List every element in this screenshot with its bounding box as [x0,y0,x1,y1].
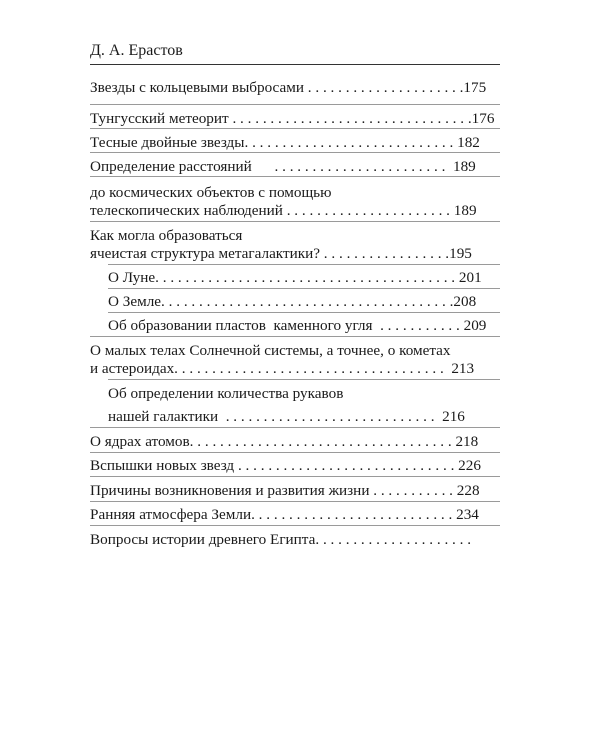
toc-entry: Вспышки новых звезд . . . . . . . . . . . . . . . . . . . . . . . . . . . . . 226 [90,457,481,474]
entry-divider [90,476,500,477]
toc-entry: О Земле. . . . . . . . . . . . . . . . . . . . . . . . . . . . . . . . . . . . . . .208 [108,293,477,310]
entry-divider [90,336,500,337]
entry-divider [90,501,500,502]
entry-divider [108,288,500,289]
toc-entry: Об определении количества рукавов [108,385,344,402]
entry-divider [90,104,500,105]
entry-divider [90,128,500,129]
toc-entry: Тесные двойные звезды. . . . . . . . . . . . . . . . . . . . . . . . . . . . 182 [90,134,480,151]
toc-entry: и астероидах. . . . . . . . . . . . . . . . . . . . . . . . . . . . . . . . . . . . 213 [90,360,475,377]
toc-entry: О малых телах Солнечной системы, а точнее, о кометах [90,342,451,359]
entry-divider [108,312,500,313]
entry-divider [90,525,500,526]
toc-entry: Причины возникновения и развития жизни . . . . . . . . . . . 228 [90,482,480,499]
toc-entry: Тунгусский метеорит . . . . . . . . . . . . . . . . . . . . . . . . . . . . . . . .176 [90,110,495,127]
toc-entry: телескопических наблюдений . . . . . . . . . . . . . . . . . . . . . . 189 [90,202,477,219]
toc-entry: Звезды с кольцевыми выбросами . . . . . . . . . . . . . . . . . . . . .175 [90,79,487,96]
header-rule [90,64,500,65]
toc-entry: нашей галактики . . . . . . . . . . . . . . . . . . . . . . . . . . . . 216 [108,408,465,425]
entry-divider [90,221,500,222]
toc-entry: ячеистая структура метагалактики? . . . . . . . . . . . . . . . . .195 [90,245,472,262]
entry-divider [90,452,500,453]
toc-entry: Об образовании пластов каменного угля . . . . . . . . . . . 209 [108,317,487,334]
toc-entry: Как могла образоваться [90,227,243,244]
running-title: Д. А. Ерастов [90,42,183,59]
toc-entry: Вопросы истории древнего Египта. . . . . . . . . . . . . . . . . . . . . [90,531,472,548]
toc-entry: Определение расстояний . . . . . . . . . . . . . . . . . . . . . . . 189 [90,158,476,175]
toc-entry: до космических объектов с помощью [90,184,332,201]
entry-divider [90,427,500,428]
entry-divider [108,264,500,265]
entry-divider [90,176,500,177]
entry-divider [108,379,500,380]
toc-entry: Ранняя атмосфера Земли. . . . . . . . . . . . . . . . . . . . . . . . . . . 234 [90,506,479,523]
entry-divider [90,152,500,153]
toc-entry: О ядрах атомов. . . . . . . . . . . . . . . . . . . . . . . . . . . . . . . . . . . 218 [90,433,479,450]
toc-entry: О Луне. . . . . . . . . . . . . . . . . . . . . . . . . . . . . . . . . . . . . . . . 201 [108,269,482,286]
